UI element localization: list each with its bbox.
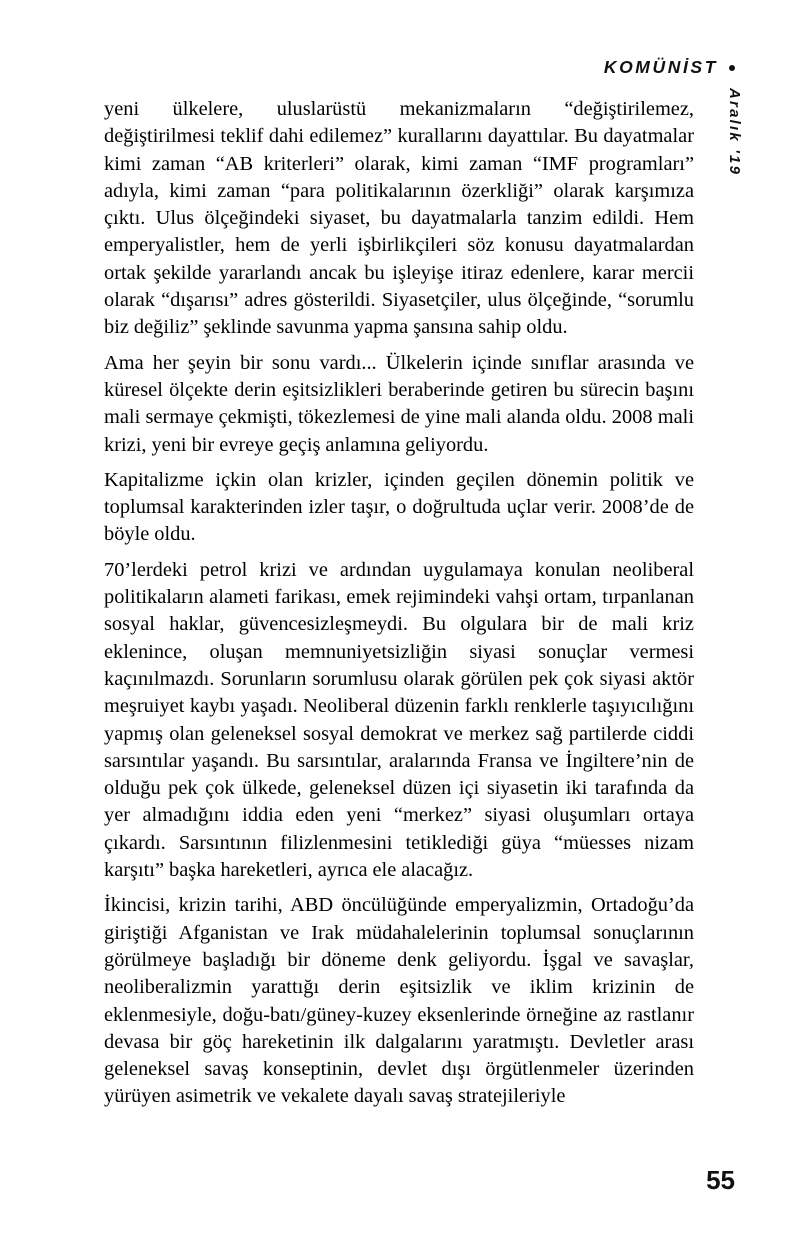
body-paragraph: Kapitalizme içkin olan krizler, içinden geçilen dönemin politik ve toplumsal karakterinden izler taşır, o doğrultuda uçlar verir. 2008’de de böyle oldu. bbox=[104, 468, 694, 546]
body-paragraph: yeni ülkelere, uluslarüstü mekanizmaların “değiştirilemez, değiştirilmesi teklif dahi edilemez” kurallarını dayattılar. Bu dayatmalar kimi zaman “AB kriterleri” olarak, kimi zaman “IMF programları” adıyla, kimi zaman “para politikalarının özerkliği” olarak karşımıza çıktı. Ulus ölçeğindeki siyaset, bu dayatmalarla tanzim edildi. Hem emperyalistler, hem de yerli işbirlikçileri söz konusu dayatmalardan ortak şekilde yararlandı ancak bu işleyişe itiraz edenlere, karar mercii olarak “dışarısı” adres gösterildi. Siyasetçiler, ulus ölçeğinde, “sorumlu biz değiliz” şeklinde savunma yapma şansına sahip oldu. bbox=[104, 98, 694, 339]
page-number: 55 bbox=[706, 1165, 735, 1195]
body-paragraph: 70’lerdeki petrol krizi ve ardından uygulamaya konulan neoliberal politikaların alameti farikası, emek rejimindeki vahşi ortam, tırpanlanan sosyal haklar, güvencesizleşmeydi. Bu olgulara bir de mali kriz eklenince, oluşan memnuniyetsizliğin siyasi sonuçlar vermesi kaçınılmazdı. Sorunların sorumlusu olarak görülen pek çok siyasi aktör meşruiyet kaybı yaşadı. Neoliberal düzenin farklı renklerle taşıyıcılığını yapmış olan geleneksel sosyal demokrat ve merkez sağ partilerde ciddi sarsıntılar yaşandı. Bu sarsıntılar, aralarında Fransa ve İngiltere’nin de olduğu pek çok ülkede, geleneksel düzen içi siyasetin iki tarafında da yer almadığını iddia eden yeni “merkez” siyasi oluşumları ortaya çıkardı. Sarsıntının filizlenmesini tetiklediği güya “müesses nizam karşıtı” başka hareketleri, ayrıca ele alacağız. bbox=[104, 558, 694, 882]
running-head-title: KOMÜNİST bbox=[603, 57, 718, 78]
body-text-column bbox=[104, 96, 694, 1111]
body-paragraph: Ama her şeyin bir sonu vardı... Ülkelerin içinde sınıflar arasında ve küresel ölçekte derin eşitsizlikleri beraberinde getiren bu sürecin başını mali sermaye çekmişti, tökezlemesi de yine mali alanda oldu. 2008 mali krizi, yeni bir evreye geçiş anlamına geliyordu. bbox=[104, 351, 694, 456]
side-date-container bbox=[727, 88, 749, 208]
side-date-label: Aralık '19 bbox=[726, 88, 743, 177]
running-head bbox=[604, 56, 735, 80]
body-paragraph: İkincisi, krizin tarihi, ABD öncülüğünde emperyalizmin, Ortadoğu’da giriştiği Afganistan ve Irak müdahalelerinin toplumsal sonuçlarının görülmeye başladığı bir döneme denk geliyordu. İşgal ve savaşlar, neoliberalizmin yarattığı derin eşitsizlik ve iklim krizinin de eklenmesiyle, doğu-batı/güney-kuzey eksenlerinde örneğine az rastlanır devasa bir göç hareketinin ilk dalgalarını yaratmıştı. Devletler arası geleneksel savaş konseptinin, devlet dışı örgütlenmeler üzerinden yürüyen asimetrik ve vekalete dayalı savaş stratejileriyle bbox=[104, 894, 694, 1108]
bullet-dot-icon bbox=[729, 65, 735, 71]
